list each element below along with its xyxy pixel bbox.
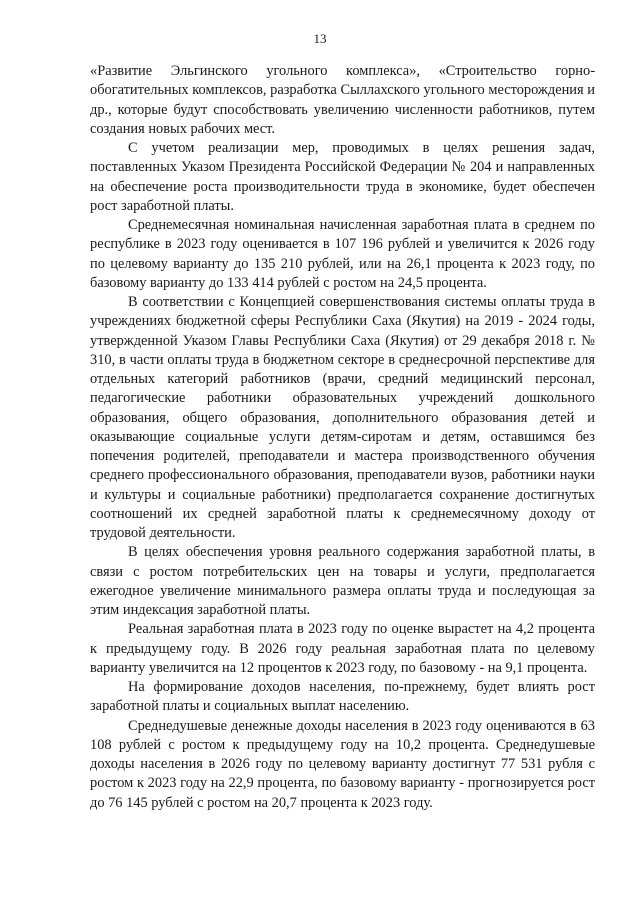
document-body [90, 62, 595, 813]
page-number: 13 [313, 31, 327, 46]
paragraph-4: В соответствии с Концепцией совершенствования системы оплаты труда в учреждениях бюджетной сферы Республики Саха (Якутия) на 2019 - 2024 годы, утвержденной Указом Главы Республики Саха (Якутия) от 29 декабря 2018 г. № 310, в части оплаты труда в бюджетном секторе в среднесрочной перспективе для отдельных категорий работников (врачи, средний медицинский персонал, педагогические работники образовательных учреждений дошкольного образования, общего образования, дополнительного образования детей и оказывающие социальные услуги детям-сиротам и детям, оставшимся без попечения родителей, преподаватели и мастера производственного обучения среднего профессионального образования, преподаватели вузов, работники науки и культуры и социальные работники) предполагается сохранение достигнутых соотношений их средней заработной платы к среднемесячному доходу от трудовой деятельности. [90, 294, 595, 541]
paragraph-5: В целях обеспечения уровня реального содержания заработной платы, в связи с ростом потребительских цен на товары и услуги, предполагается ежегодное увеличение минимального размера оплаты труда и последующая за этим индексация заработной платы. [90, 544, 595, 618]
paragraph-2: С учетом реализации мер, проводимых в целях решения задач, поставленных Указом Президента Российской Федерации № 204 и направленных на обеспечение роста производительности труда в экономике, будет обеспечен рост заработной платы. [90, 140, 595, 214]
paragraph-1: «Развитие Эльгинского угольного комплекса», «Строительство горно-обогатительных комплексов, разработка Сыллахского угольного месторождения и др., которые будут способствовать увеличению численности работников, путем создания новых рабочих мест. [90, 63, 595, 137]
paragraph-7: На формирование доходов населения, по-прежнему, будет влиять рост заработной платы и социальных выплат населению. [90, 679, 595, 715]
paragraph-8: Среднедушевые денежные доходы населения в 2023 году оцениваются в 63 108 рублей с ростом к предыдущему году на 10,2 процента. Среднедушевые доходы населения в 2026 году по целевому варианту достигнут 77 531 рубля с ростом к 2023 году на 22,9 процента, по базовому варианту - прогнозируется рост до 76 145 рублей с ростом на 20,7 процента к 2023 году. [90, 717, 595, 811]
paragraph-6: Реальная заработная плата в 2023 году по оценке вырастет на 4,2 процента к предыдущему году. В 2026 году реальная заработная плата по целевому варианту увеличится на 12 процентов к 2023 году, по базовому - на 9,1 процента. [90, 621, 595, 676]
paragraph-3: Среднемесячная номинальная начисленная заработная плата в среднем по республике в 2023 году оценивается в 107 196 рублей и увеличится к 2026 году по целевому варианту до 135 210 рублей, или на 26,1 процента к 2023 году, по базовому варианту до 133 414 рублей с ростом на 24,5 процента. [90, 217, 595, 291]
